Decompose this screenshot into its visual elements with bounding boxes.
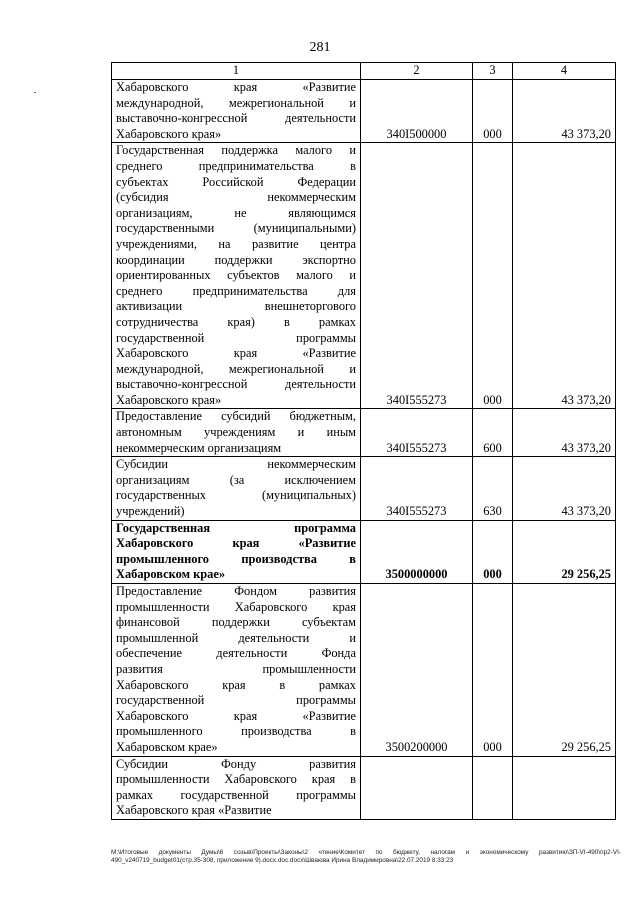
row-name-line: государственной программы	[116, 330, 356, 345]
row-name-line: ориентированных субъектов малого и	[116, 268, 356, 283]
row-code-cell: 340I555273	[361, 143, 473, 409]
row-name-line: активизации внешнеторгового	[116, 299, 356, 314]
row-name-cell	[112, 80, 361, 143]
margin-mark	[34, 92, 36, 93]
table-row	[112, 584, 616, 757]
header-col-1: 1	[112, 63, 361, 80]
row-code-cell: 340I500000	[361, 80, 473, 143]
row-name-cell	[112, 756, 361, 819]
header-col-4: 4	[513, 63, 616, 80]
row-kind-cell: 000	[473, 584, 513, 757]
row-amount-cell: 43 373,20	[513, 409, 616, 457]
table-row	[112, 80, 616, 143]
row-amount-cell: 29 256,25	[513, 520, 616, 583]
row-amount-cell: 43 373,20	[513, 457, 616, 520]
row-name-line: государственными (муниципальными)	[116, 221, 356, 236]
row-name-line: международной, межрегиональной и	[116, 361, 356, 376]
row-name-line: Хабаровского края «Развитие	[116, 536, 356, 551]
row-name-line: Государственная программа	[116, 520, 356, 535]
row-name-line: Хабаровского края «Развитие	[116, 346, 356, 361]
row-name-line: промышленности Хабаровского края в	[116, 772, 356, 787]
row-name-line: государственной программы	[116, 693, 356, 708]
row-name-line: организациям, не являющимся	[116, 205, 356, 220]
row-name-line: выставочно-конгрессной деятельности	[116, 377, 356, 392]
row-name-line: (субсидия некоммерческим	[116, 190, 356, 205]
row-name-line: учреждениями, на развитие центра	[116, 236, 356, 251]
row-name-line: обеспечение деятельности Фонда	[116, 646, 356, 661]
row-name-line: некоммерческим организациям	[116, 440, 282, 455]
row-amount-cell: 43 373,20	[513, 143, 616, 409]
row-name-line: Хабаровском крае»	[116, 739, 218, 754]
row-name-line: промышленности Хабаровского края	[116, 599, 356, 614]
row-code-cell: 340I555273	[361, 409, 473, 457]
row-code-cell: 3500200000	[361, 584, 473, 757]
page-number: 281	[309, 40, 331, 55]
row-kind-cell: 600	[473, 409, 513, 457]
row-name-line: Хабаровского края в рамках	[116, 677, 356, 692]
table-header-row	[112, 63, 616, 80]
table-row	[112, 409, 616, 457]
row-kind-cell	[473, 756, 513, 819]
row-name-line: Государственная поддержка малого и	[116, 143, 356, 158]
header-col-2: 2	[361, 63, 473, 80]
row-name-line: Хабаровского края «Развитие	[116, 803, 272, 818]
budget-table	[111, 62, 616, 820]
table-row	[112, 143, 616, 409]
row-name-line: промышленной деятельности и	[116, 630, 356, 645]
row-code-cell: 3500000000	[361, 520, 473, 583]
row-name-line: Хабаровского края»	[116, 392, 222, 407]
row-code-cell: 340I555273	[361, 457, 473, 520]
row-name-line: Предоставление субсидий бюджетным,	[116, 409, 356, 424]
row-name-cell	[112, 457, 361, 520]
row-code-cell	[361, 756, 473, 819]
row-name-line: автономным учреждениям и иным	[116, 425, 356, 440]
table-row	[112, 457, 616, 520]
row-name-line: выставочно-конгрессной деятельности	[116, 111, 356, 126]
table-row	[112, 756, 616, 819]
row-name-cell	[112, 409, 361, 457]
row-name-line: развития промышленности	[116, 661, 356, 676]
row-name-line: финансовой поддержки субъектам	[116, 615, 356, 630]
row-kind-cell: 630	[473, 457, 513, 520]
row-name-line: учреждений)	[116, 504, 185, 519]
row-name-line: сотрудничества края) в рамках	[116, 314, 356, 329]
row-name-line: рамках государственной программы	[116, 787, 356, 802]
row-name-line: Хабаровского края «Развитие	[116, 80, 356, 94]
row-name-line: организациям (за исключением	[116, 472, 356, 487]
row-name-line: Предоставление Фондом развития	[116, 584, 356, 598]
row-name-cell	[112, 584, 361, 757]
row-name-line: Хабаровского края»	[116, 126, 222, 141]
header-col-3: 3	[473, 63, 513, 80]
row-amount-cell: 43 373,20	[513, 80, 616, 143]
row-amount-cell	[513, 756, 616, 819]
row-name-line: Субсидии некоммерческим	[116, 457, 356, 472]
row-name-line: Хабаровском крае»	[116, 567, 226, 582]
row-name-line: Хабаровского края «Развитие	[116, 708, 356, 723]
row-name-line: Субсидии Фонду развития	[116, 756, 356, 771]
row-name-line: субъектах Российской Федерации	[116, 174, 356, 189]
row-name-line: международной, межрегиональной и	[116, 95, 356, 110]
row-kind-cell: 000	[473, 520, 513, 583]
row-amount-cell: 29 256,25	[513, 584, 616, 757]
row-name-line: среднего предпринимательства для	[116, 283, 356, 298]
row-name-line: промышленного производства в	[116, 551, 356, 566]
row-kind-cell: 000	[473, 80, 513, 143]
row-name-cell	[112, 520, 361, 583]
row-name-line: координации поддержки экспортно	[116, 252, 356, 267]
row-name-line: среднего предпринимательства в	[116, 158, 356, 173]
table-row	[112, 520, 616, 583]
row-name-cell	[112, 143, 361, 409]
file-path-footer: М:\Итоговые документы Думы\6 созыв\Проекты\Законы\2 чтение\Комитет по бюджету, налогам и экономическому развитию\ЗП-VI-490\пр2-VI-490_v240719_budget01(стр.35-308, приложение 9).docx.doc.docx\Шваюва Ирина Владимировна\22.07.2019 8:33:23	[111, 849, 621, 864]
table-body	[112, 80, 616, 820]
row-kind-cell: 000	[473, 143, 513, 409]
row-name-line: промышленного производства в	[116, 724, 356, 739]
row-name-line: государственных (муниципальных)	[116, 488, 356, 503]
